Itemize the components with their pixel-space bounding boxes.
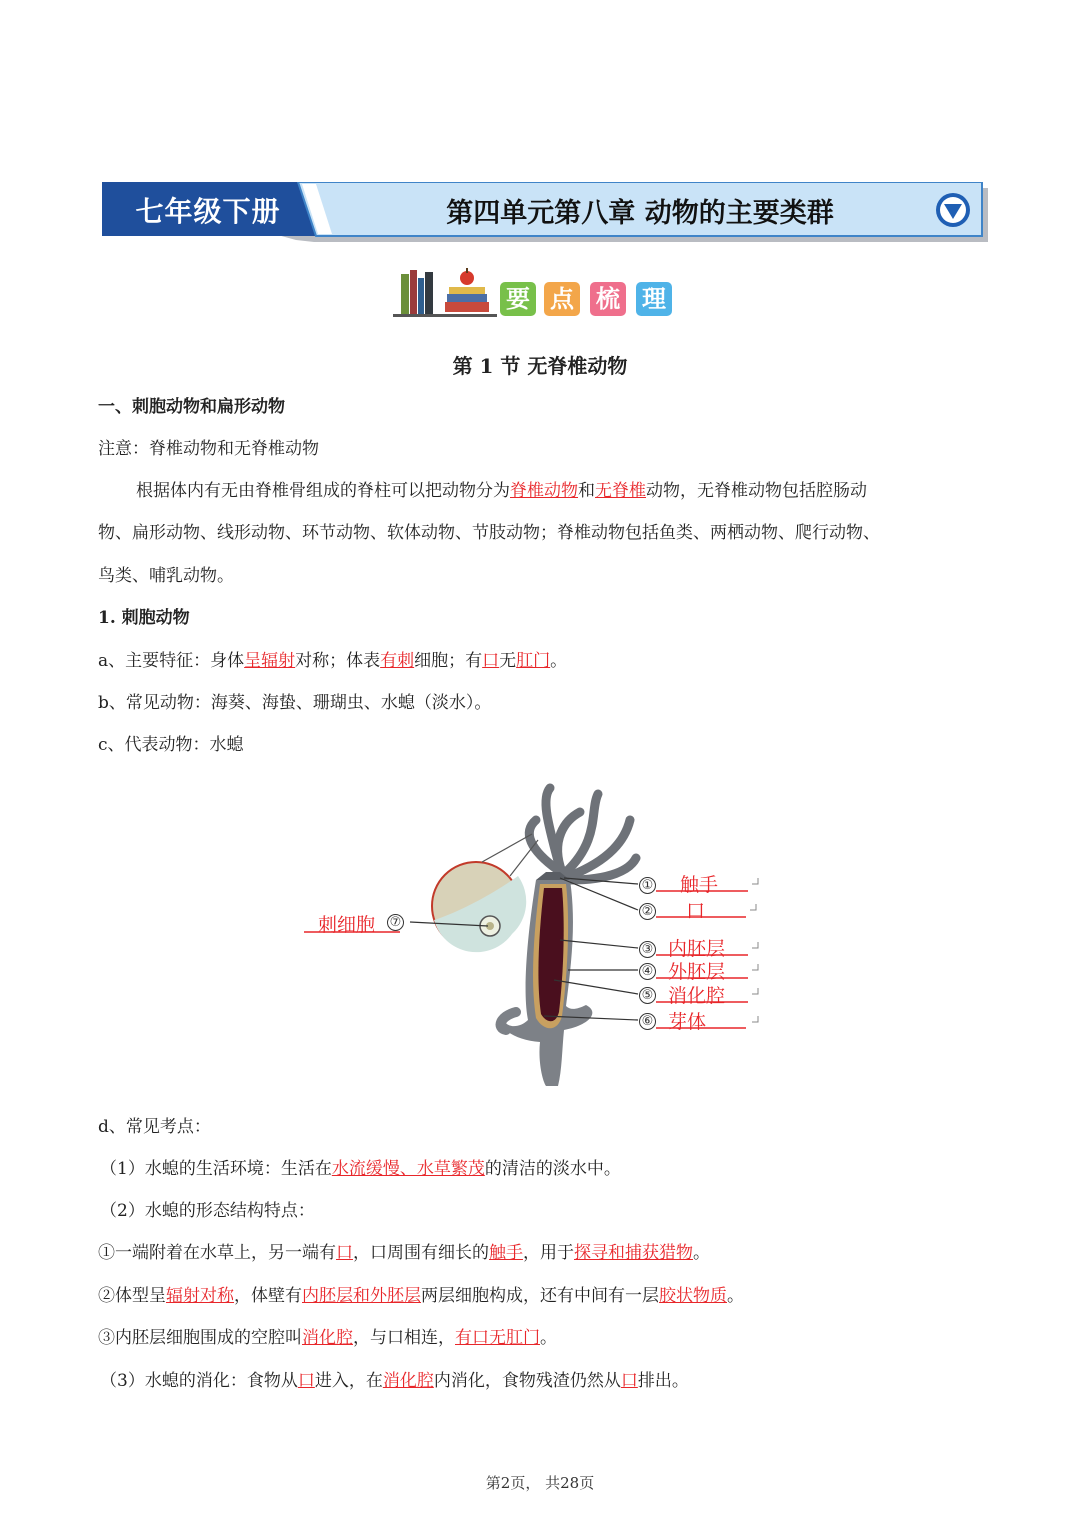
text: ，体壁有 — [234, 1286, 302, 1306]
badge-char-3: 梳 — [590, 282, 626, 316]
answer: 肛门 — [516, 651, 551, 671]
heading-1: 一、刺胞动物和扁形动物 — [98, 397, 285, 417]
text: 根据体内有无由脊椎骨组成的脊柱可以把动物分为 — [136, 481, 510, 501]
text: 。 — [550, 651, 568, 671]
answer: 呈辐射 — [244, 651, 296, 671]
point-2 — [98, 1285, 744, 1307]
text: 对称；体表 — [295, 651, 381, 671]
answer: 有口无肛门 — [455, 1328, 540, 1348]
label-bud: 芽体 — [668, 1011, 707, 1033]
note-line: 注意：脊椎动物和无脊椎动物 — [98, 439, 319, 459]
text: ②体型呈 — [98, 1286, 166, 1306]
text: 。 — [540, 1328, 557, 1348]
text: 无 — [499, 651, 517, 671]
diagram-number: ⑦ — [387, 914, 404, 931]
text: ①一端附着在水草上，另一端有 — [98, 1243, 336, 1263]
item-b: b、常见动物：海葵、海蛰、珊瑚虫、水螅（淡水）。 — [98, 693, 492, 713]
question-3 — [100, 1370, 689, 1392]
question-1 — [100, 1158, 621, 1180]
grade-label: 七年级下册 — [135, 195, 281, 228]
text: a、主要特征：身体 — [98, 651, 245, 671]
answer: 消化腔 — [382, 1371, 434, 1391]
text: 。 — [693, 1243, 710, 1263]
answer: 有刺 — [380, 651, 415, 671]
answer: 水流缓慢、水草繁茂 — [331, 1159, 485, 1179]
paragraph-line-1 — [136, 480, 867, 502]
item-c: c、代表动物：水螅 — [98, 735, 244, 755]
section-title: 第 1 节 无脊椎动物 — [452, 354, 628, 378]
label-digestive-cavity: 消化腔 — [668, 985, 726, 1007]
answer: 口 — [620, 1371, 638, 1391]
diagram-number: ① — [639, 877, 656, 894]
label-tentacle: 触手 — [680, 874, 719, 896]
answer: 胶状物质 — [659, 1286, 727, 1306]
text: ，用于 — [523, 1243, 574, 1263]
badge-char-2: 点 — [544, 282, 580, 316]
books-icon — [393, 266, 497, 318]
page-footer: 第2页， 共28页 — [485, 1474, 595, 1492]
text: 动物，无脊椎动物包括腔肠动 — [646, 481, 867, 501]
diagram-number: ⑥ — [639, 1013, 656, 1030]
chapter-title: 第四单元第八章 动物的主要类群 — [446, 198, 834, 229]
text: ，与口相连， — [353, 1328, 455, 1348]
answer: 消化腔 — [302, 1328, 353, 1348]
text: （1）水螅的生活环境：生活在 — [100, 1159, 332, 1179]
label-cnidocyte: 刺细胞 — [318, 914, 376, 936]
label-mouth: 口 — [686, 900, 706, 922]
badge-char-1: 要 — [500, 282, 536, 316]
badge-char-4: 理 — [636, 282, 672, 316]
item-a — [98, 650, 567, 672]
item-d: d、常见考点： — [98, 1117, 211, 1137]
text: ，口周围有细长的 — [353, 1243, 489, 1263]
answer: 触手 — [489, 1243, 523, 1263]
text: ③内胚层细胞围成的空腔叫 — [98, 1328, 302, 1348]
text: 和 — [578, 481, 595, 501]
answer: 口 — [482, 651, 500, 671]
label-ectoderm: 外胚层 — [668, 961, 726, 983]
label-endoderm: 内胚层 — [668, 938, 726, 960]
text: 两层细胞构成，还有中间有一层 — [421, 1286, 659, 1306]
answer: 辐射对称 — [166, 1286, 234, 1306]
text: （3）水螅的消化：食物从 — [100, 1371, 298, 1391]
diagram-number: ③ — [639, 941, 656, 958]
text: 内消化，食物残渣仍然从 — [433, 1371, 621, 1391]
diagram-number: ④ — [639, 963, 656, 980]
point-1 — [98, 1242, 710, 1264]
text: 进入，在 — [314, 1371, 383, 1391]
answer: 无脊椎 — [595, 481, 646, 501]
answer: 探寻和捕获猎物 — [574, 1243, 693, 1263]
point-3 — [98, 1327, 557, 1349]
sub-heading: 1. 刺胞动物 — [98, 608, 190, 628]
diagram-number: ② — [639, 903, 656, 920]
text: 排出。 — [637, 1371, 689, 1391]
text: 。 — [727, 1286, 744, 1306]
answer: 内胚层和外胚层 — [302, 1286, 421, 1306]
answer: 脊椎动物 — [510, 481, 578, 501]
chevron-down-icon — [935, 192, 971, 228]
paragraph-line-2: 物、扁形动物、线形动物、环节动物、软体动物、节肢动物；脊椎动物包括鱼类、两栖动物、爬行动物、 — [98, 523, 880, 543]
text: 的清洁的淡水中。 — [484, 1159, 621, 1179]
answer: 口 — [336, 1243, 353, 1263]
diagram-number: ⑤ — [639, 987, 656, 1004]
question-2: （2）水螅的形态结构特点： — [100, 1201, 315, 1221]
answer: 口 — [297, 1371, 315, 1391]
text: 细胞；有 — [414, 651, 483, 671]
paragraph-line-3: 鸟类、哺乳动物。 — [98, 566, 234, 586]
